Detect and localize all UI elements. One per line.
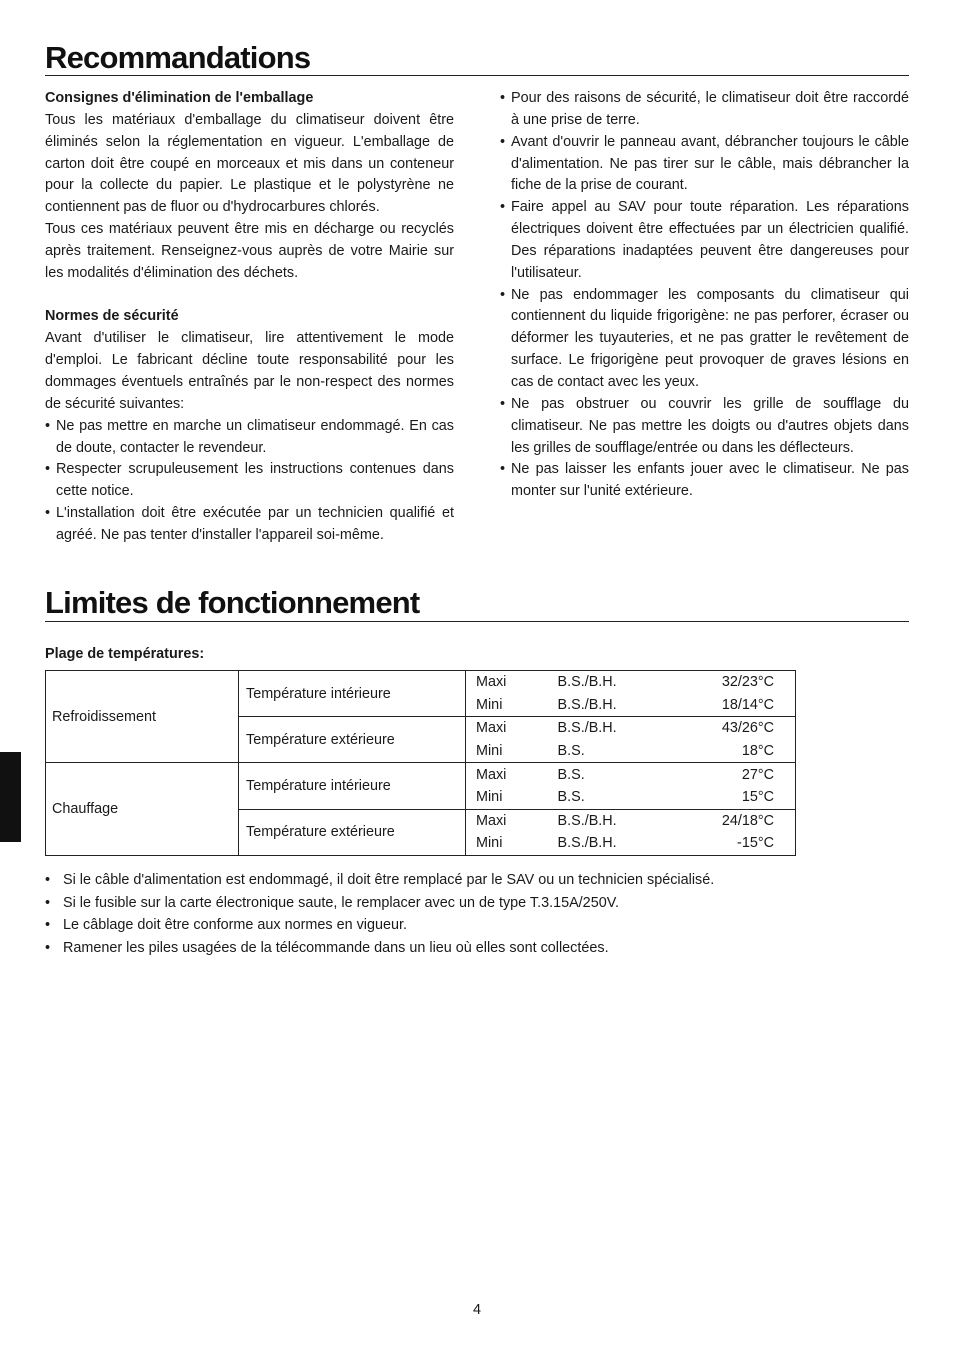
- list-item: • Avant d'ouvrir le panneau avant, débrancher toujours le câble d'alimentation. Ne pas tirer sur le câble, mais débrancher la fiche de la prise de courant.: [500, 132, 909, 198]
- mode-cell: Chauffage: [46, 763, 239, 855]
- emballage-paragraph-2: Tous ces matériaux peuvent être mis en décharge ou recyclés après traitement. Renseignez-vous auprès de votre Mairie sur les modalités d'élimination des déchets.: [45, 221, 454, 281]
- location-cell: Température intérieure: [239, 671, 466, 717]
- list-item: • Ne pas laisser les enfants jouer avec le climatiseur. Ne pas monter sur l'unité extérieure.: [500, 459, 909, 503]
- left-column: [45, 88, 454, 547]
- list-item: • L'installation doit être exécutée par un technicien qualifié et agréé. Ne pas tenter d'installer l'appareil soi-même.: [45, 503, 454, 547]
- value-cell: 15°C: [693, 786, 796, 809]
- value-cell: 18/14°C: [693, 694, 796, 717]
- limit-cell: Mini: [466, 740, 558, 763]
- securite-list-right: [500, 88, 909, 503]
- type-cell: B.S.: [558, 763, 693, 786]
- section-spacer: [45, 285, 454, 307]
- list-item: • Ne pas obstruer ou couvrir les grille de soufflage du climatiseur. Ne pas mettre les doigts ou d'autres objets dans les grilles de soufflage/entrée ou dans les déflecteurs.: [500, 394, 909, 460]
- value-cell: 18°C: [693, 740, 796, 763]
- list-item: • Si le fusible sur la carte électronique saute, le remplacer avec un de type T.3.15A/250V.: [45, 892, 925, 915]
- list-item: • Faire appel au SAV pour toute réparation. Les réparations électriques doivent être effectuées par un électricien qualifié. Des réparations inadaptées peuvent être dangereuses pour l'utilisateur.: [500, 197, 909, 284]
- notes-list: [45, 869, 925, 959]
- list-item: • Ne pas endommager les composants du climatiseur qui contiennent du liquide frigorigène: ne pas perforer, écraser ou déformer les tuyauteries, et ne pas gratter le revêtement de surface. Le frigorigène peut provoquer de graves lésions en cas de contact avec les yeux.: [500, 285, 909, 394]
- right-column: [500, 88, 909, 503]
- page-number: 4: [472, 1302, 481, 1318]
- value-cell: 27°C: [693, 763, 796, 786]
- securite-heading: Normes de sécurité: [45, 308, 179, 325]
- limites-title: Limites de fonctionnement: [45, 585, 420, 620]
- limit-cell: Mini: [466, 786, 558, 809]
- title-rule: [45, 621, 909, 622]
- table-label: Plage de températures:: [45, 646, 205, 662]
- limit-cell: Mini: [466, 832, 558, 855]
- title-rule: [45, 75, 909, 76]
- type-cell: B.S./B.H.: [558, 671, 693, 694]
- list-item: • Ne pas mettre en marche un climatiseur endommagé. En cas de doute, contacter le revendeur.: [45, 416, 454, 460]
- recommandations-title: Recommandations: [45, 40, 311, 75]
- table-row: [46, 763, 796, 786]
- mode-cell: Refroidissement: [46, 671, 239, 763]
- limit-cell: Maxi: [466, 671, 558, 694]
- location-cell: Température extérieure: [239, 809, 466, 855]
- value-cell: 43/26°C: [693, 717, 796, 740]
- type-cell: B.S./B.H.: [558, 717, 693, 740]
- list-item: • Respecter scrupuleusement les instructions contenues dans cette notice.: [45, 459, 454, 503]
- value-cell: 32/23°C: [693, 671, 796, 694]
- list-item: • Le câblage doit être conforme aux normes en vigueur.: [45, 914, 925, 937]
- type-cell: B.S./B.H.: [557, 696, 617, 713]
- emballage-heading: Consignes d'élimination de l'emballage: [45, 90, 314, 106]
- securite-list-left: [45, 416, 454, 547]
- limit-cell: Maxi: [466, 763, 558, 786]
- type-cell: B.S./B.H.: [558, 809, 693, 832]
- value-cell: -15°C: [693, 832, 796, 855]
- list-item: • Si le câble d'alimentation est endommagé, il doit être remplacé par le SAV ou un technicien spécialisé.: [45, 869, 925, 892]
- table-row: [46, 671, 796, 694]
- type-cell: B.S.: [557, 743, 585, 760]
- temperature-table: [45, 670, 796, 856]
- type-cell: B.S.: [557, 789, 585, 806]
- list-item: • Ramener les piles usagées de la télécommande dans un lieu où elles sont collectées.: [45, 937, 925, 960]
- emballage-paragraph-1: Tous les matériaux d'emballage du climatiseur doivent être éliminés selon la réglementation en vigueur. L'emballage de carton doit être coupé en morceaux et mis dans un conteneur pour la collecte du papier. Le plastique et le polystyrène ne contiennent pas de fluor ou d'hydrocarbures chlorés.: [45, 111, 454, 216]
- limit-cell: Maxi: [466, 809, 558, 832]
- type-cell: B.S./B.H.: [558, 832, 693, 855]
- securite-intro: Avant d'utiliser le climatiseur, lire attentivement le mode d'emploi. Le fabricant décline toute responsabilité pour les dommages éventuels entraînés par le non-respect des normes de sécurité suivantes:: [45, 330, 454, 412]
- value-cell: 24/18°C: [693, 809, 796, 832]
- list-item: • Pour des raisons de sécurité, le climatiseur doit être raccordé à une prise de terre.: [500, 88, 909, 132]
- limit-cell: Mini: [466, 694, 558, 717]
- side-tab-marker: [0, 752, 21, 842]
- location-cell: Température intérieure: [239, 763, 466, 809]
- location-cell: Température extérieure: [239, 717, 466, 763]
- limit-cell: Maxi: [466, 717, 558, 740]
